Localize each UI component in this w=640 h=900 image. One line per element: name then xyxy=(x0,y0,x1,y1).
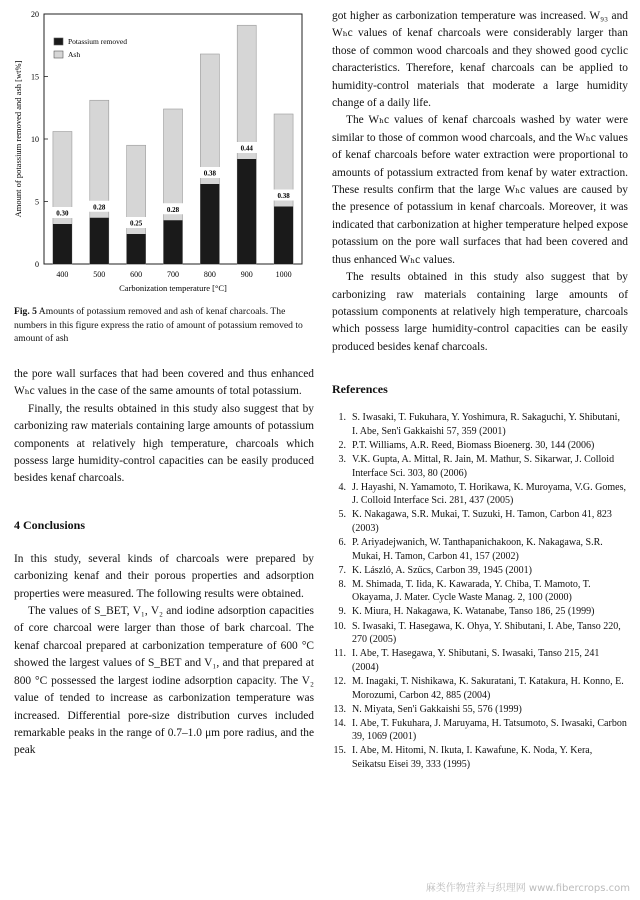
references-list xyxy=(332,411,628,771)
figure-5 xyxy=(8,4,318,294)
reference-item xyxy=(332,453,628,480)
reference-item xyxy=(332,717,628,744)
reference-text: S. Iwasaki, T. Hasegawa, K. Ohya, Y. Shibutani, I. Abe, Tanso 220, 270 (2005) xyxy=(352,620,621,646)
data-label: 0.25 xyxy=(130,219,143,228)
reference-item xyxy=(332,675,628,702)
potassium-bar xyxy=(53,224,72,264)
reference-number: 9. xyxy=(338,606,346,618)
reference-number: 4. xyxy=(338,481,346,493)
reference-text: K. László, A. Szűcs, Carbon 39, 1945 (2001) xyxy=(352,564,532,576)
reference-number: 8. xyxy=(338,578,346,590)
reference-text: P.T. Williams, A.R. Reed, Biomass Bioenerg. 30, 144 (2006) xyxy=(352,439,595,451)
reference-number: 10. xyxy=(333,620,346,632)
potassium-bar xyxy=(127,234,146,264)
legend-swatch xyxy=(54,51,63,58)
reference-text: I. Abe, M. Hitomi, N. Ikuta, I. Kawafune, K. Noda, Y. Kera, Seikatsu Eisei 39, 333 (1995) xyxy=(352,745,593,770)
x-tick-label: 600 xyxy=(130,270,143,279)
references-title: References xyxy=(332,382,388,397)
left-paragraph-1: the pore wall surfaces that had been covered and thus enhanced Wₕc values in the case of the same amounts of total potassium. xyxy=(14,368,314,398)
reference-item xyxy=(332,578,628,605)
y-tick-label: 5 xyxy=(35,197,39,207)
reference-text: K. Nakagawa, S.R. Mukai, T. Suzuki, H. Tamon, Carbon 41, 823 (2003) xyxy=(352,509,612,534)
reference-item xyxy=(332,536,628,563)
reference-number: 1. xyxy=(338,412,346,424)
x-axis-label: Carbonization temperature [°C] xyxy=(119,283,227,293)
section-title-conclusions: 4 Conclusions xyxy=(14,517,86,532)
legend-swatch xyxy=(54,38,63,45)
potassium-bar xyxy=(200,184,219,264)
legend-label: Ash xyxy=(68,50,81,59)
reference-text: K. Miura, H. Nakagawa, K. Watanabe, Tanso 186, 25 (1999) xyxy=(352,606,595,618)
potassium-bar xyxy=(164,220,183,264)
reference-number: 5. xyxy=(338,509,346,521)
reference-text: S. Iwasaki, T. Fukuhara, Y. Yoshimura, R. Sakaguchi, Y. Shibutani, I. Abe, Sen'i Gakkaishi 57, 359 (2001) xyxy=(352,412,620,437)
legend-label: Potassium removed xyxy=(68,37,127,46)
potassium-bar xyxy=(274,207,293,265)
reference-item xyxy=(332,620,628,647)
reference-text: P. Ariyadejwanich, W. Tanthapanichakoon, K. Nakagawa, S.R. Mukai, H. Tamon, Carbon 41, 157 (2002) xyxy=(352,536,603,562)
reference-text: N. Miyata, Sen'i Gakkaishi 55, 576 (1999) xyxy=(352,703,522,715)
reference-item xyxy=(332,564,628,578)
y-tick-label: 0 xyxy=(35,260,39,269)
reference-item xyxy=(332,481,628,508)
reference-number: 6. xyxy=(338,536,346,548)
reference-item xyxy=(332,744,628,771)
right-column xyxy=(332,8,628,772)
x-tick-label: 1000 xyxy=(275,270,292,279)
data-label: 0.44 xyxy=(240,144,253,153)
x-tick-label: 700 xyxy=(167,270,179,279)
right-paragraph-2: The Wₕc values of kenaf charcoals washed by water were similar to those of common wood charcoals, and the Wₕc values of kenaf charcoals before water extraction were proportional to amounts of potassium extracted from kenaf by water extraction. These results confirm that the large Wₕc values are caused by the presence of potassium in kenaf charcoals. Moreover, it was indicated that carbonization at higher temperature helped expose potassium on the pore wall surfaces that had been covered and thus enhanced Wₕc values. xyxy=(332,114,628,266)
reference-number: 13. xyxy=(333,703,346,715)
x-tick-label: 800 xyxy=(203,270,216,279)
data-label: 0.28 xyxy=(166,205,180,214)
data-label: 0.30 xyxy=(56,209,69,218)
reference-text: I. Abe, T. Fukuhara, J. Maruyama, H. Tatsumoto, S. Iwasaki, Carbon 39, 1069 (2001) xyxy=(352,717,627,743)
data-label: 0.38 xyxy=(203,169,216,178)
reference-text: J. Hayashi, N. Yamamoto, T. Horikawa, K. Muroyama, V.G. Gomes, J. Colloid Interface Sci. 281, 437 (2005) xyxy=(352,481,626,507)
reference-text: M. Inagaki, T. Nishikawa, K. Sakuratani, T. Katakura, H. Konno, E. Morozumi, Carbon 42, 885 (2004) xyxy=(352,675,624,701)
reference-number: 7. xyxy=(338,564,346,576)
reference-number: 11. xyxy=(333,648,346,660)
y-tick-label: 15 xyxy=(31,72,39,82)
data-label: 0.38 xyxy=(277,192,290,200)
reference-item xyxy=(332,439,628,453)
data-label: 0.28 xyxy=(93,203,106,212)
potassium-bar xyxy=(90,218,109,264)
y-axis-label: Amount of potassium removed and ash [wt%] xyxy=(13,60,23,218)
bar-chart xyxy=(8,4,318,294)
reference-number: 12. xyxy=(333,675,346,687)
x-tick-label: 400 xyxy=(56,270,69,279)
y-tick-label: 10 xyxy=(31,135,39,144)
reference-item xyxy=(332,647,628,674)
reference-number: 15. xyxy=(333,745,346,757)
reference-item xyxy=(332,411,628,438)
potassium-bar xyxy=(237,159,256,264)
y-tick-label: 20 xyxy=(31,10,39,19)
left-column xyxy=(14,366,314,760)
figure-caption-label: Fig. 5 xyxy=(14,306,37,317)
reference-text: M. Shimada, T. Iida, K. Kawarada, Y. Chiba, T. Mamoto, T. Okayama, J. Mater. Cycle Waste Manag. 2, 100 (2000) xyxy=(352,578,591,604)
left-paragraph-3: In this study, several kinds of charcoals were prepared by carbonizing kenaf and their porous properties and adsorption properties were measured. The following results were obtained. xyxy=(14,552,314,600)
figure-caption xyxy=(14,305,314,346)
left-paragraph-2: Finally, the results obtained in this study also suggest that by carbonizing raw materials containing large amounts of potassium components at relatively high temperature, charcoals which possess large humidity-control capacities can be easily produced besides kenaf charcoals. xyxy=(14,402,314,485)
left-paragraph-4: The values of S_BET, V₁, V₂ and iodine adsorption capacities of core charcoal were larger than those of bark charcoal. The kenaf charcoal prepared at carbonization temperature of 600 °C showed the largest values of S_BET and V₁, and that prepared at 800 °C possessed the largest iodine adsorption capacity. The V₂ value of tended to increase as carbonization temperature was increased. Differential pore-size distribution curves included remarkable peaks in the range of 0.7–1.0 μm pore radius, and the peak xyxy=(14,605,314,757)
reference-text: V.K. Gupta, A. Mittal, R. Jain, M. Mathur, S. Sikarwar, J. Colloid Interface Sci. 303, 80 (2006) xyxy=(352,453,615,479)
x-tick-label: 900 xyxy=(240,270,253,279)
right-paragraph-1: got higher as carbonization temperature was increased. W₉₃ and Wₕc values of kenaf charcoals were considerably larger than those of common wood charcoals and they showed good cyclic characteristics. Therefore, kenaf charcoals can be applied to humidity-control materials that moderate a large humidity change of a daily life. xyxy=(332,10,628,110)
reference-item xyxy=(332,703,628,717)
reference-item xyxy=(332,605,628,619)
reference-text: I. Abe, T. Hasegawa, Y. Shibutani, S. Iwasaki, Tanso 215, 241 (2004) xyxy=(352,648,600,673)
reference-number: 2. xyxy=(338,439,346,451)
reference-item xyxy=(332,508,628,535)
figure-caption-text: Amounts of potassium removed and ash of kenaf charcoals. The numbers in this figure express the ratio of amount of potassium removed to amount of ash xyxy=(14,306,303,345)
reference-number: 14. xyxy=(333,717,346,729)
watermark: 麻类作物营养与织理网 www.fibercrops.com xyxy=(425,883,630,894)
x-tick-label: 500 xyxy=(93,270,106,279)
reference-number: 3. xyxy=(338,453,346,465)
right-paragraph-3: The results obtained in this study also suggest that by carbonizing raw materials containing large amounts of potassium components at relatively high temperature, charcoals which possess large humidity-control capacities can be easily produced besides kenaf charcoals. xyxy=(332,271,628,353)
